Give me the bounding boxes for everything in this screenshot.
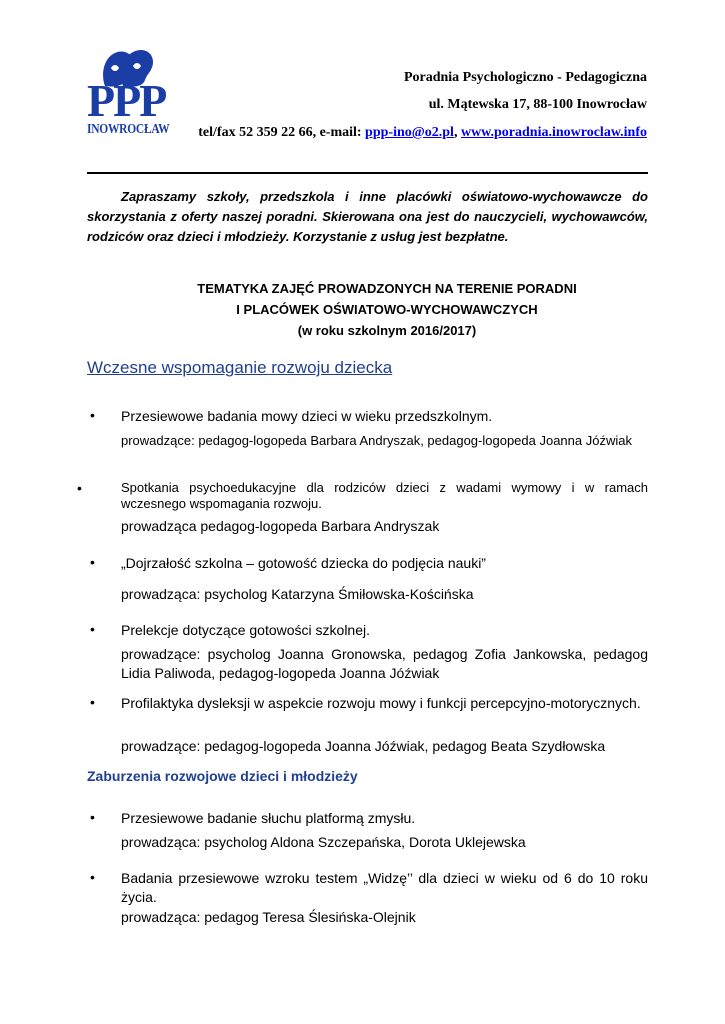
logo-city: INOWROCŁAW [87, 122, 170, 137]
contact-prefix: tel/fax 52 359 22 66, e-mail: [198, 125, 366, 140]
header-divider [87, 172, 648, 174]
list-item-topic: Przesiewowe badanie słuchu platformą zmysłu. [121, 810, 416, 826]
bullet-icon: • [77, 480, 82, 496]
bullet-icon: • [90, 554, 95, 570]
website-link[interactable]: www.poradnia.inowroclaw.info [460, 125, 647, 140]
list-item-leaders: prowadzące: psycholog Joanna Gronowska, pedagog Zofia Jankowska, pedagog Lidia Paliwoda, pedagog-logopeda Joanna Jóźwiak [121, 646, 648, 681]
list-item-topic: „Dojrzałość szkolna – gotowość dziecka do podjęcia nauki” [121, 555, 486, 571]
logo-letters: PPP [87, 75, 166, 126]
bullet-icon: • [90, 407, 95, 423]
list-item-leaders: prowadząca pedagog-logopeda Barbara Andryszak [121, 518, 440, 534]
ppp-logo [87, 44, 177, 144]
intro-paragraph: Zapraszamy szkoły, przedszkola i inne placówki oświatowo-wychowawcze do skorzystania z oferty naszej poradni. Skierowana ona jest do nauczycieli, wychowawców, rodziców oraz dzieci i młodzieży. Korzystanie z usług jest bezpłatne. [87, 189, 648, 244]
list-item-topic: Spotkania psychoedukacyjne dla rodziców dzieci z wadami wymowy i w ramach wczesnego wspomagania rozwoju. [121, 480, 648, 511]
title-line-2: I PLACÓWEK OŚWIATOWO-WYCHOWAWCZYCH [236, 302, 538, 317]
document-title [87, 278, 687, 341]
email-link[interactable]: ppp-ino@o2.pl [365, 125, 454, 140]
list-item-leaders: prowadzące: pedagog-logopeda Barbara Andryszak, pedagog-logopeda Joanna Jóźwiak [121, 433, 632, 448]
list-item-leaders: prowadząca: psycholog Aldona Szczepańska, Dorota Uklejewska [121, 834, 526, 850]
list-item-topic: Badania przesiewowe wzroku testem „Widzę’’ dla dzieci w wieku od 6 do 10 roku życia. [121, 870, 648, 905]
bullet-icon: • [90, 694, 95, 710]
title-line-1: TEMATYKA ZAJĘĆ PROWADZONYCH NA TERENIE PORADNI [197, 281, 577, 296]
list-item-leaders: prowadząca: psycholog Katarzyna Śmiłowska-Kościńska [121, 586, 474, 602]
contact-separator: , [453, 125, 461, 140]
section-heading-developmental-disorders: Zaburzenia rozwojowe dzieci i młodzieży [87, 768, 358, 784]
list-item-topic: Profilaktyka dysleksji w aspekcie rozwoju mowy i funkcji percepcyjno-motorycznych. [121, 695, 641, 711]
institution-address: ul. Mątewska 17, 88-100 Inowrocław [428, 97, 647, 112]
title-line-3: (w roku szkolnym 2016/2017) [297, 323, 477, 338]
list-item-leaders: prowadzące: pedagog-logopeda Joanna Jóźwiak, pedagog Beata Szydłowska [121, 738, 606, 754]
list-item-topic: Przesiewowe badania mowy dzieci w wieku przedszkolnym. [121, 408, 493, 424]
contact-line [198, 125, 647, 141]
bullet-icon: • [90, 869, 95, 885]
institution-name: Poradnia Psychologiczno - Pedagogiczna [403, 70, 647, 85]
list-item-leaders: prowadząca: pedagog Teresa Ślesińska-Olejnik [121, 909, 416, 925]
section-heading-early-support: Wczesne wspomaganie rozwoju dziecka [87, 358, 393, 377]
bullet-icon: • [90, 809, 95, 825]
bullet-icon: • [90, 621, 95, 637]
list-item-topic: Prelekcje dotyczące gotowości szkolnej. [121, 622, 371, 638]
